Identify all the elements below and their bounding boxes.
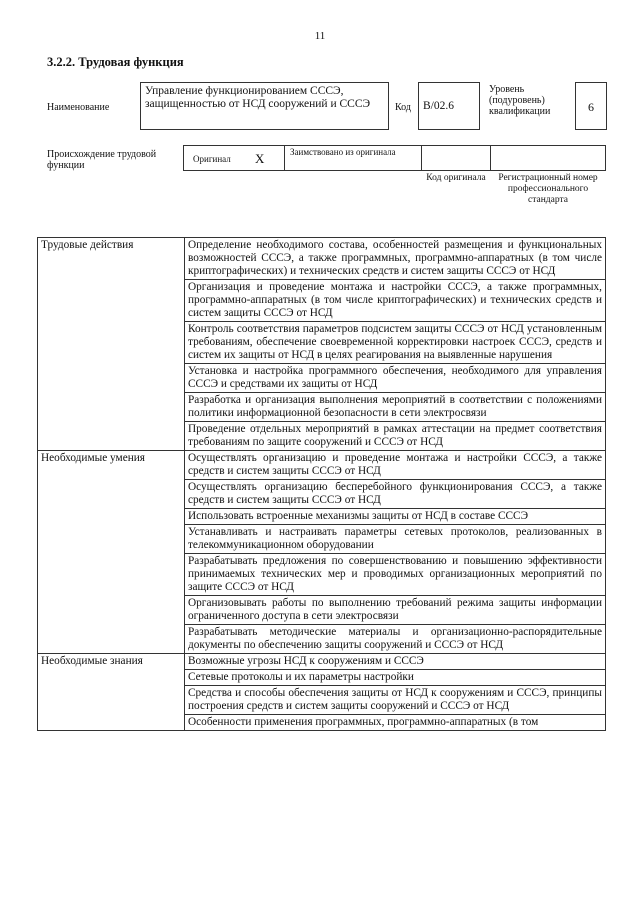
original-mark: X (255, 151, 265, 166)
level-value-box: 6 (575, 82, 607, 130)
table-cell: Средства и способы обеспечения защиты от НСД к сооружениям и СССЭ, принципы построения средств и систем защиты сооружений и СССЭ от НСД (185, 686, 606, 715)
code-value-box: B/02.6 (418, 82, 480, 130)
table-cell: Определение необходимого состава, особенностей размещения и функциональных возможностей СССЭ, а также программных, программно-аппаратных (в том числе криптографических) и технических средств и систем защиты СССЭ от НСД (185, 238, 606, 280)
table-cell: Особенности применения программных, программно-аппаратных (в том (185, 715, 606, 731)
table-cell: Установка и настройка программного обеспечения, необходимого для управления СССЭ и средствами их защиты от НСД (185, 364, 606, 393)
name-label: Наименование (47, 102, 110, 113)
table-cell: Организация и проведение монтажа и настройки СССЭ, а также программных, программно-аппаратных (в том числе криптографических) и технических средств и систем защиты СССЭ от НСД (185, 280, 606, 322)
table-cell: Проведение отдельных мероприятий в рамках аттестации на предмет соответствия требованиям по защите сооружений и СССЭ от НСД (185, 422, 606, 451)
category-cell: Необходимые умения (38, 451, 185, 654)
table-cell: Разрабатывать методические материалы и организационно-распорядительные документы по обеспечению защиты сооружений и СССЭ от НСД (185, 625, 606, 654)
name-value-box: Управление функционированием СССЭ, защищенностью от НСД сооружений и СССЭ (140, 82, 389, 130)
table-cell: Разработка и организация выполнения мероприятий в соответствии с положениями политики информационной безопасности в сети электросвязи (185, 393, 606, 422)
borrowed-label: Заимствовано из оригинала (290, 147, 396, 157)
original-label: Оригинал (193, 154, 231, 164)
table-cell: Осуществлять организацию бесперебойного функционирования СССЭ, а также средств и систем защиты СССЭ от НСД (185, 480, 606, 509)
origin-divider-1 (284, 145, 285, 171)
table-row (38, 451, 606, 480)
origin-divider-2 (421, 145, 422, 171)
origin-divider-3 (490, 145, 491, 171)
table-cell: Устанавливать и настраивать параметры сетевых протоколов, реализованных в телекоммуникационном оборудовании (185, 525, 606, 554)
table-cell: Контроль соответствия параметров подсистем защиты СССЭ от НСД установленным требованиям, обеспечение своевременной корректировки настроек СССЭ, средств и систем их защиты от НСД в целях реагирования на выявленные нарушения (185, 322, 606, 364)
table-cell: Использовать встроенные механизмы защиты от НСД в составе СССЭ (185, 509, 606, 525)
table-cell: Возможные угрозы НСД к сооружениям и СССЭ (185, 654, 606, 670)
code-label: Код (395, 102, 411, 113)
table-row (38, 654, 606, 670)
category-cell: Трудовые действия (38, 238, 185, 451)
function-table (37, 237, 606, 731)
origin-label: Происхождение трудовой функции (47, 149, 157, 171)
level-label: Уровень (подуровень) квалификации (489, 84, 551, 117)
table-cell: Разрабатывать предложения по совершенствованию и повышению эффективности принимаемых технических мер и проводимых организационных мероприятий по защите СССЭ от НСД (185, 554, 606, 596)
page-number: 11 (314, 30, 326, 42)
table-row (38, 238, 606, 280)
category-cell: Необходимые знания (38, 654, 185, 731)
table-cell: Организовывать работы по выполнению требований режима защиты информации ограниченного доступа в сети электросвязи (185, 596, 606, 625)
table-cell: Сетевые протоколы и их параметры настройки (185, 670, 606, 686)
table-cell: Осуществлять организацию и проведение монтажа и настройки СССЭ, а также средств и систем защиты СССЭ от НСД (185, 451, 606, 480)
reg-number-caption: Регистрационный номер профессионального стандарта (498, 173, 598, 205)
section-title: 3.2.2. Трудовая функция (47, 55, 184, 69)
code-original-caption: Код оригинала (426, 173, 486, 183)
